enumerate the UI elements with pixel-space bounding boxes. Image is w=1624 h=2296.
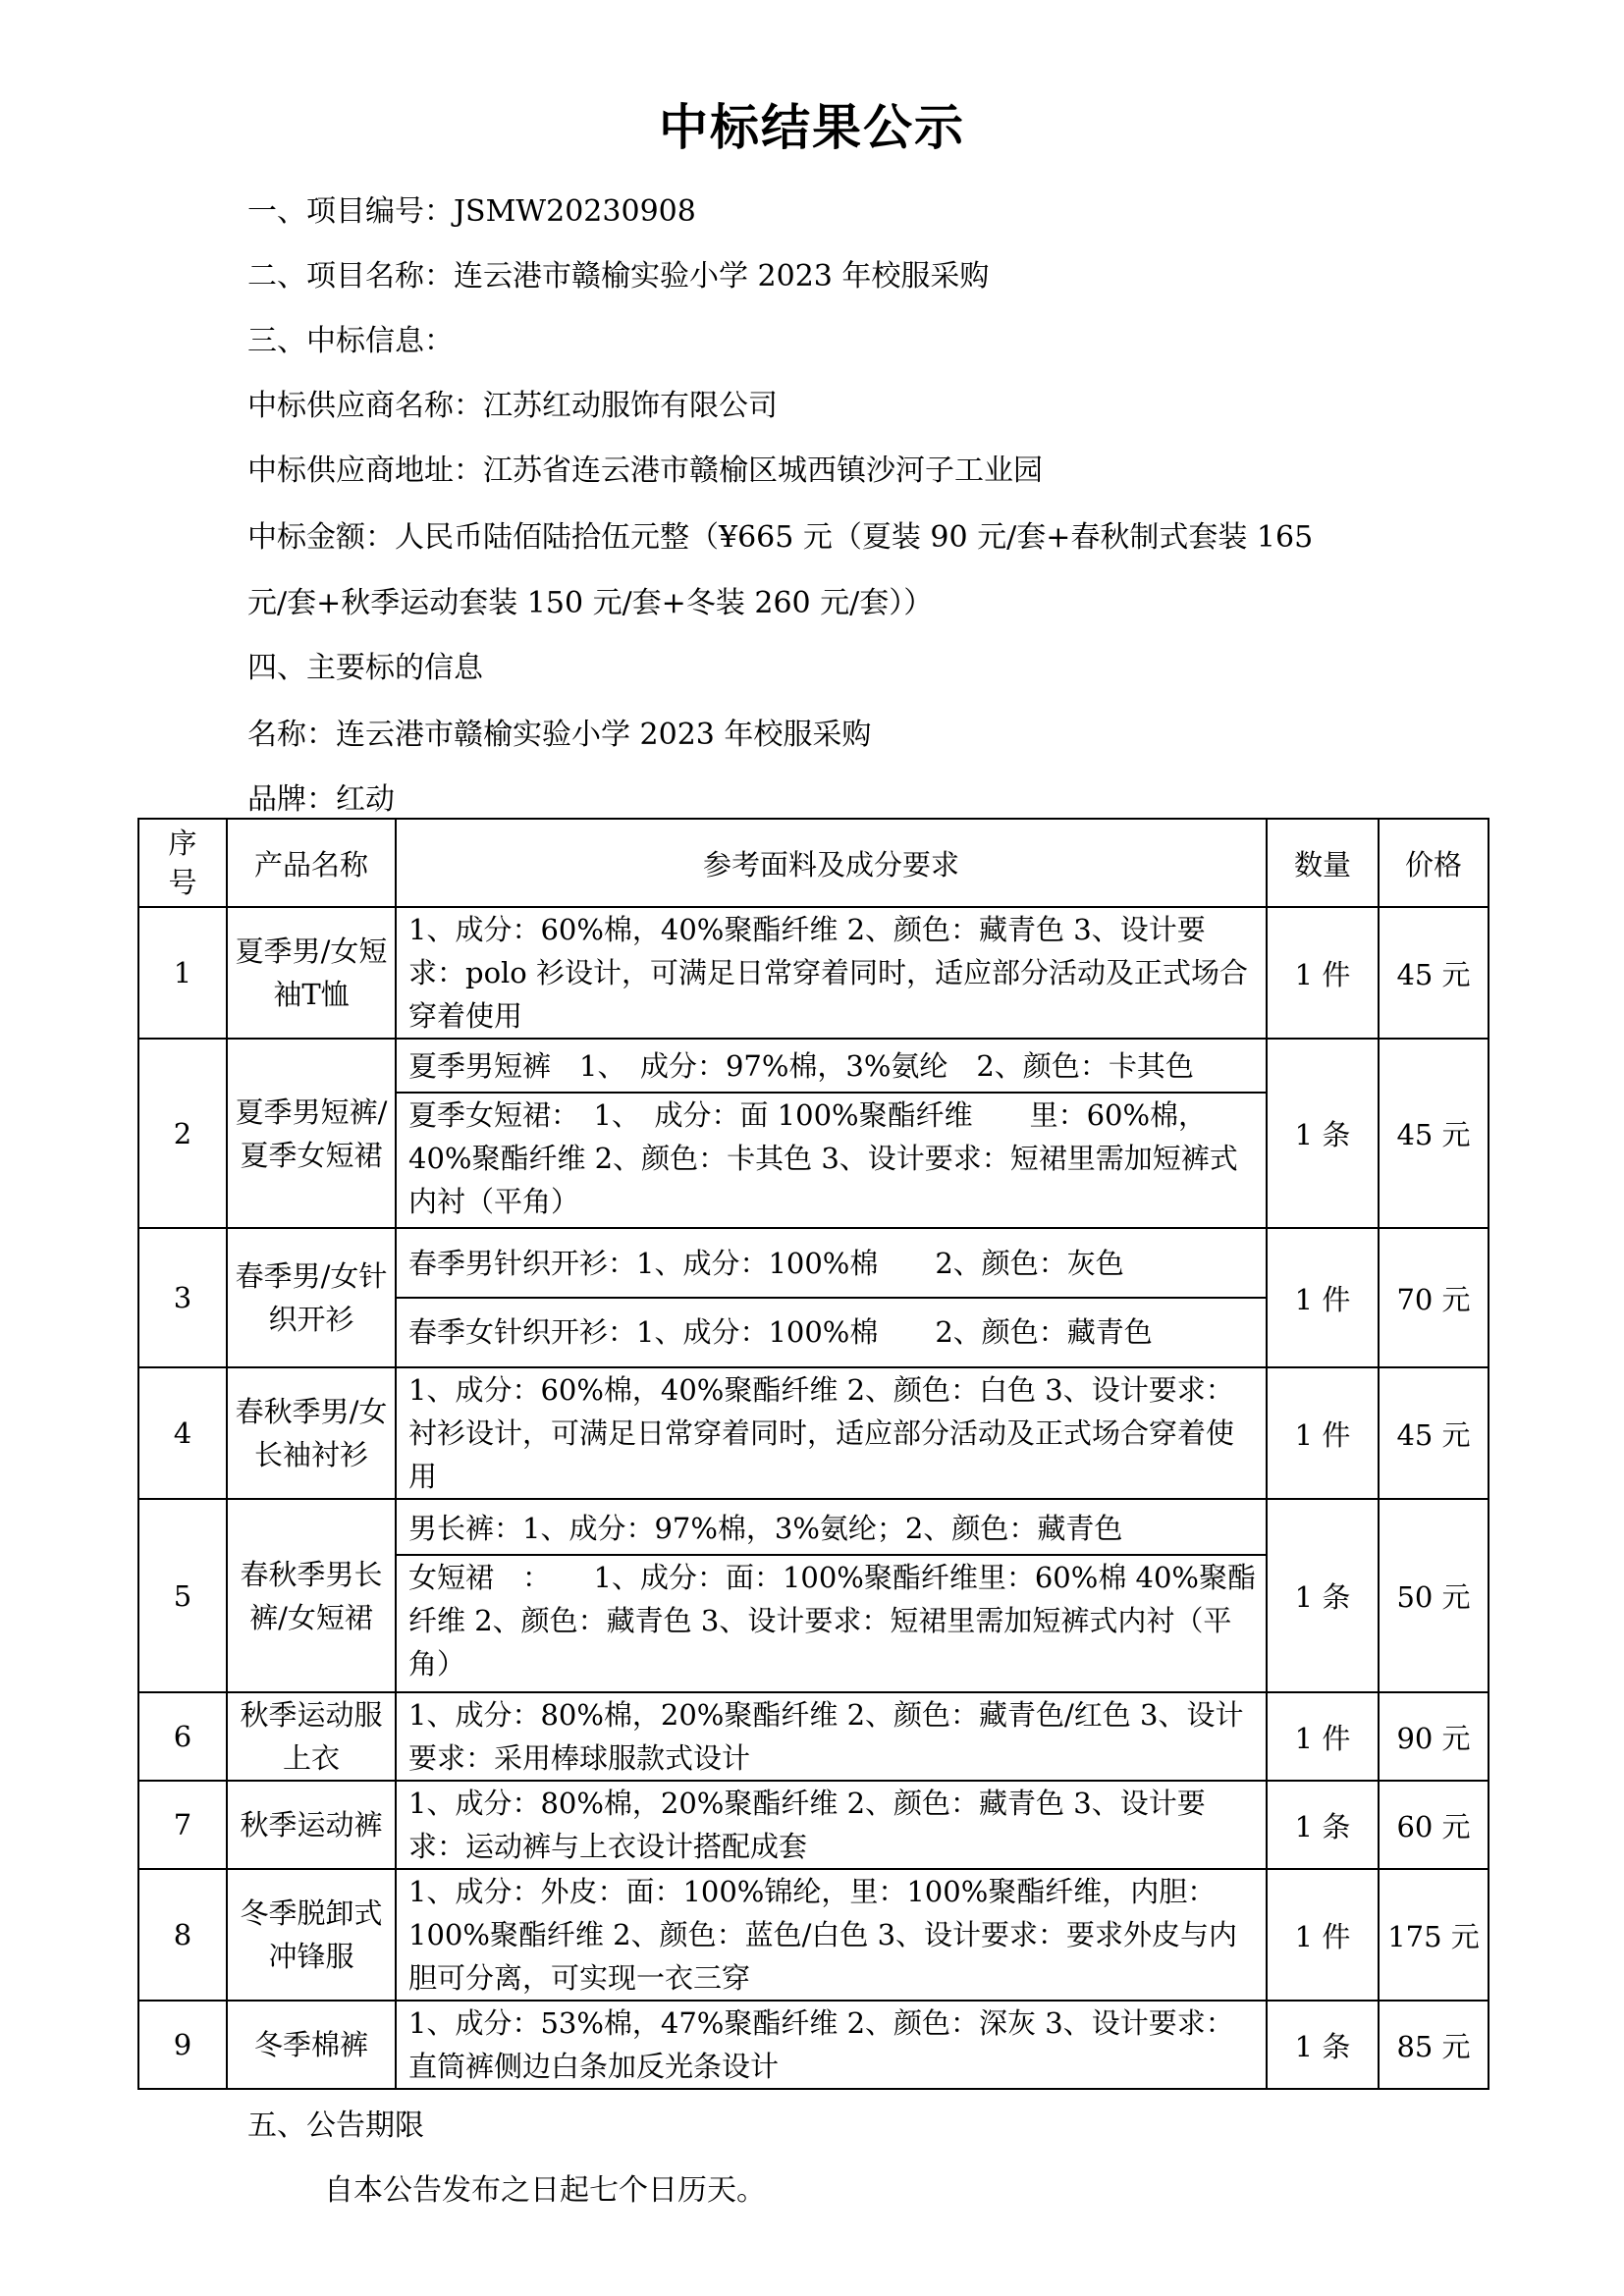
notice-body: 自本公告发布之日起七个日历天。 bbox=[324, 2173, 766, 2208]
row-product: 秋季运动服上衣 bbox=[240, 1698, 383, 1775]
table-row bbox=[138, 1869, 1489, 2001]
table-row bbox=[138, 1692, 1489, 1781]
row-quantity: 1 件 bbox=[1267, 1228, 1379, 1367]
row-no: 1 bbox=[138, 907, 227, 1039]
table-row bbox=[138, 1499, 1489, 1692]
row-price: 60 元 bbox=[1379, 1781, 1489, 1869]
row-quantity: 1 条 bbox=[1267, 1781, 1379, 1869]
table-header-row bbox=[138, 819, 1489, 907]
row-no: 5 bbox=[138, 1499, 227, 1692]
row-quantity: 1 条 bbox=[1267, 1499, 1379, 1692]
row-requirement-part: 女短裙 ： 1、成分：面：100%聚酯纤维里：60%棉 40%聚酯纤维 2、颜色：藏青色 3、设计要求：短裙里需加短裤式内衬（平角） bbox=[397, 1554, 1266, 1685]
header-quantity: 数量 bbox=[1267, 819, 1379, 907]
header-requirements: 参考面料及成分要求 bbox=[396, 819, 1267, 907]
row-requirements: 1、成分：外皮：面：100%锦纶，里：100%聚酯纤维，内胆：100%聚酯纤维 2、颜色：蓝色/白色 3、设计要求：要求外皮与内胆可分离，可实现一衣三穿 bbox=[396, 1869, 1267, 2001]
header-price: 价格 bbox=[1379, 819, 1489, 907]
page-title: 中标结果公示 bbox=[659, 99, 965, 156]
row-requirements: 1、成分：53%棉，47%聚酯纤维 2、颜色：深灰 3、设计要求：直筒裤侧边白条加反光条设计 bbox=[396, 2001, 1267, 2089]
row-no: 2 bbox=[138, 1039, 227, 1228]
row-product: 夏季男短裤/夏季女短裙 bbox=[235, 1095, 388, 1172]
bid-amount-line-2: 元/套+秋季运动套装 150 元/套+冬装 260 元/套）） bbox=[247, 586, 934, 620]
table-row bbox=[138, 2001, 1489, 2089]
project-number: 一、项目编号：JSMW20230908 bbox=[247, 194, 696, 229]
row-product: 春秋季男/女长袖衬衫 bbox=[235, 1395, 388, 1471]
row-quantity: 1 件 bbox=[1267, 1692, 1379, 1781]
row-quantity: 1 条 bbox=[1267, 1039, 1379, 1228]
row-product: 冬季脱卸式冲锋服 bbox=[240, 1896, 383, 1973]
row-requirement-part: 夏季男短裤 1、 成分：97%棉，3%氨纶 2、颜色：卡其色 bbox=[408, 1048, 1194, 1083]
row-product: 冬季棉裤 bbox=[253, 2028, 368, 2061]
row-requirements: 1、成分：80%棉，20%聚酯纤维 2、颜色：藏青色/红色 3、设计要求：采用棒球服款式设计 bbox=[396, 1692, 1267, 1781]
row-price: 45 元 bbox=[1379, 907, 1489, 1039]
row-no: 3 bbox=[138, 1228, 227, 1367]
item-name: 名称：连云港市赣榆实验小学 2023 年校服采购 bbox=[247, 718, 872, 752]
row-requirements: 1、成分：80%棉，20%聚酯纤维 2、颜色：藏青色 3、设计要求：运动裤与上衣设计搭配成套 bbox=[396, 1781, 1267, 1869]
row-quantity: 1 件 bbox=[1267, 907, 1379, 1039]
row-price: 90 元 bbox=[1379, 1692, 1489, 1781]
row-requirement-part: 春季男针织开衫：1、成分：100%棉 2、颜色：灰色 bbox=[408, 1247, 1124, 1280]
row-no: 4 bbox=[138, 1367, 227, 1499]
supplier-name: 中标供应商名称：江苏红动服饰有限公司 bbox=[247, 389, 778, 423]
header-no: 序号 bbox=[168, 827, 197, 899]
row-product: 秋季运动裤 bbox=[240, 1808, 383, 1842]
table-row bbox=[138, 1228, 1489, 1367]
row-no: 9 bbox=[138, 2001, 227, 2089]
row-no: 7 bbox=[138, 1781, 227, 1869]
row-requirement-part: 春季女针织开衫：1、成分：100%棉 2、颜色：藏青色 bbox=[397, 1297, 1266, 1365]
row-price: 50 元 bbox=[1379, 1499, 1489, 1692]
row-no: 8 bbox=[138, 1869, 227, 2001]
project-name: 二、项目名称：连云港市赣榆实验小学 2023 年校服采购 bbox=[247, 259, 990, 294]
row-quantity: 1 条 bbox=[1267, 2001, 1379, 2089]
bid-amount-line-1: 中标金额：人民币陆佰陆拾伍元整（¥665 元（夏装 90 元/套+春秋制式套装 165 bbox=[247, 520, 1314, 555]
row-quantity: 1 件 bbox=[1267, 1367, 1379, 1499]
row-price: 85 元 bbox=[1379, 2001, 1489, 2089]
row-product: 夏季男/女短袖T恤 bbox=[235, 934, 388, 1011]
row-requirement-part: 男长裤：1、成分：97%棉，3%氨纶；2、颜色：藏青色 bbox=[408, 1511, 1123, 1545]
supplier-address: 中标供应商地址：江苏省连云港市赣榆区城西镇沙河子工业园 bbox=[247, 454, 1043, 488]
row-price: 175 元 bbox=[1379, 1869, 1489, 2001]
row-price: 45 元 bbox=[1379, 1039, 1489, 1228]
row-quantity: 1 件 bbox=[1267, 1869, 1379, 2001]
main-items-heading: 四、主要标的信息 bbox=[247, 651, 483, 685]
row-price: 45 元 bbox=[1379, 1367, 1489, 1499]
row-requirements: 1、成分：60%棉，40%聚酯纤维 2、颜色：藏青色 3、设计要求：polo 衫设计，可满足日常穿着同时，适应部分活动及正式场合穿着使用 bbox=[396, 907, 1267, 1039]
header-product: 产品名称 bbox=[227, 819, 396, 907]
table-row bbox=[138, 1039, 1489, 1228]
row-no: 6 bbox=[138, 1692, 227, 1781]
table-row bbox=[138, 1781, 1489, 1869]
row-requirements: 1、成分：60%棉，40%聚酯纤维 2、颜色：白色 3、设计要求：衬衫设计，可满足日常穿着同时，适应部分活动及正式场合穿着使用 bbox=[396, 1367, 1267, 1499]
brand: 品牌：红动 bbox=[247, 782, 395, 817]
table-row bbox=[138, 907, 1489, 1039]
row-product: 春季男/女针织开衫 bbox=[235, 1259, 388, 1336]
notice-heading: 五、公告期限 bbox=[247, 2109, 424, 2143]
row-product: 春秋季男长裤/女短裙 bbox=[240, 1557, 383, 1634]
table-row bbox=[138, 1367, 1489, 1499]
bid-info-heading: 三、中标信息： bbox=[247, 324, 454, 358]
row-requirement-part: 夏季女短裙： 1、 成分：面 100%聚酯纤维 里：60%棉，40%聚酯纤维 2、颜色：卡其色 3、设计要求：短裙里需加短裤式内衬（平角） bbox=[397, 1092, 1266, 1223]
row-price: 70 元 bbox=[1379, 1228, 1489, 1367]
items-table bbox=[137, 818, 1489, 2090]
